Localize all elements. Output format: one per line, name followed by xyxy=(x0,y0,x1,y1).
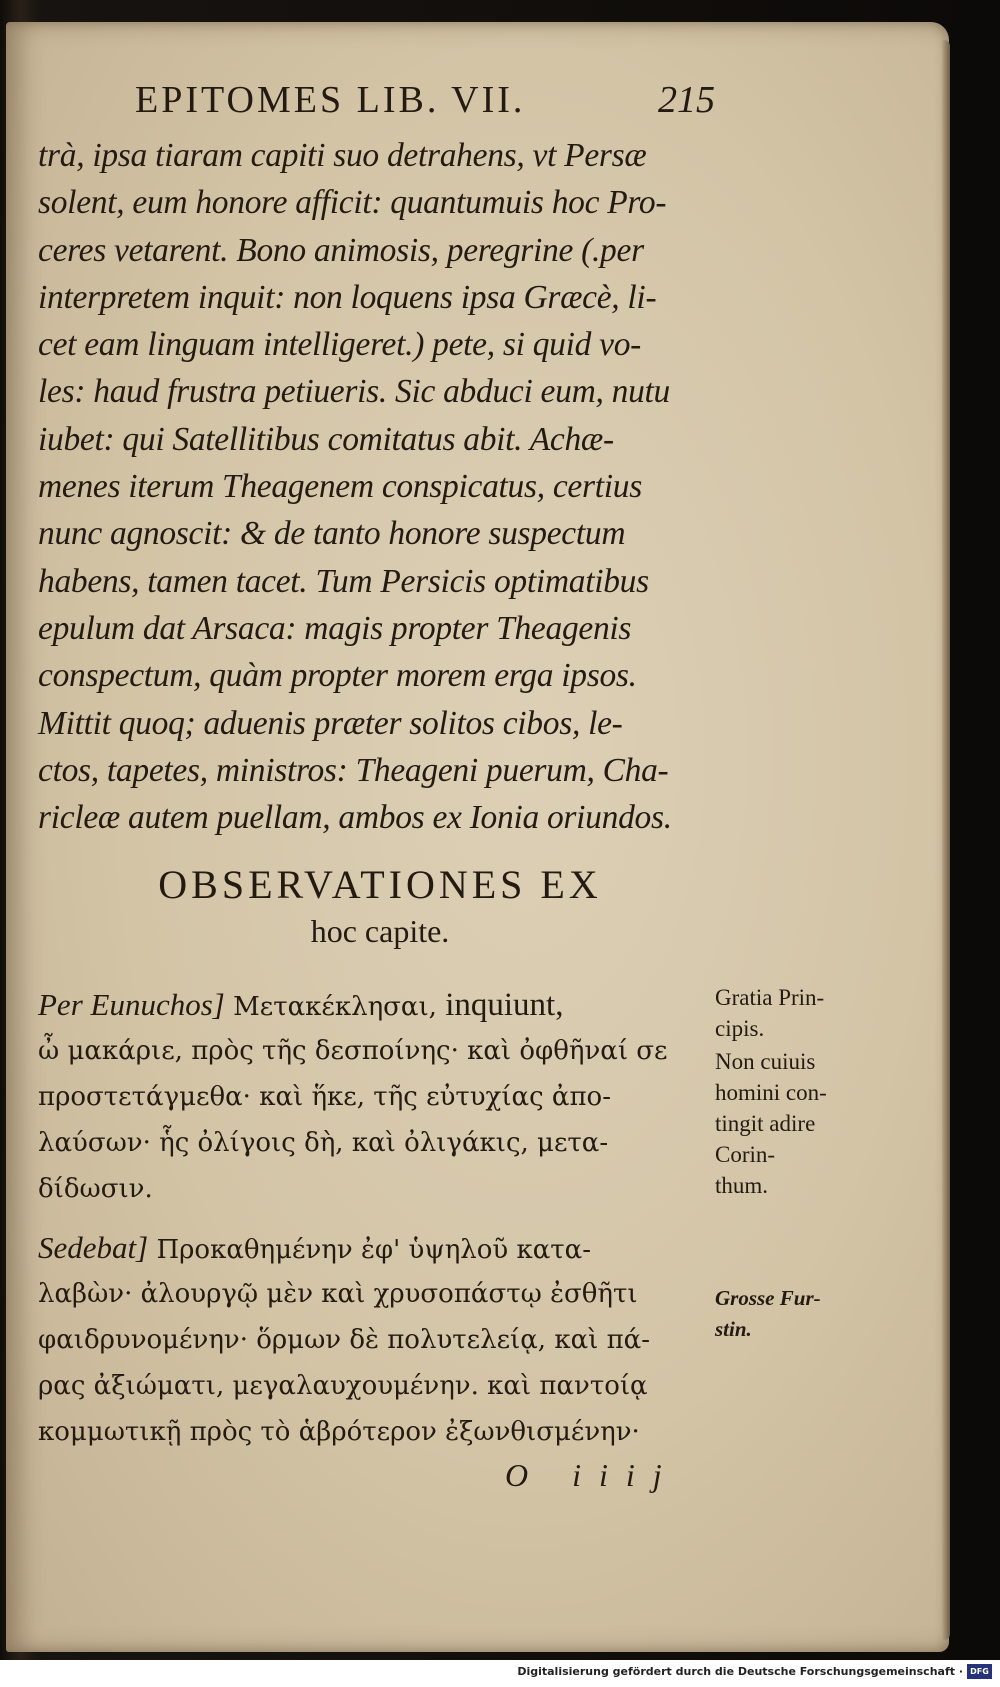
margin-note-line: homini con- xyxy=(715,1080,827,1105)
greek-line: φαιδρυνομένην· ὅρμων δὲ πολυτελείᾳ, καὶ πά- xyxy=(38,1325,651,1355)
text-line: conspectum, quàm propter morem erga ipsos. xyxy=(38,657,637,695)
section-heading-line2: hoc capite. xyxy=(310,913,450,949)
section-heading xyxy=(40,860,720,952)
text-line: les: haud frustra petiueris. Sic abduci eum, nutu xyxy=(38,373,670,411)
greek-text: Προκαθημένην ἐφ' ὑψηλοῦ κατα- xyxy=(156,1235,592,1265)
greek-line: κομμωτικῇ πρὸς τὸ ἁβρότερον ἐξωνθισμένην· xyxy=(38,1417,640,1447)
text-line: epulum dat Arsaca: magis propter Theagenis xyxy=(38,609,632,647)
margin-note-corinthum xyxy=(715,1046,865,1201)
greek-text: Μετακέκλησαι, xyxy=(233,992,437,1022)
margin-note-line: Corin- xyxy=(715,1142,776,1167)
signature-mark: O iiij xyxy=(505,1457,680,1493)
note-lemma: Per Eunuchos] xyxy=(38,987,225,1022)
footer-bar xyxy=(0,1660,1000,1687)
margin-note-line: Grosse Fur- xyxy=(715,1286,821,1310)
text-line: cet eam linguam intelligeret.) pete, si quid vo- xyxy=(38,326,642,364)
text-line: habens, tamen tacet. Tum Persicis optimatibus xyxy=(38,562,649,600)
margin-note-grosse-furstin xyxy=(715,1283,865,1345)
text-line: menes iterum Theagenem conspicatus, certius xyxy=(38,468,642,506)
margin-note-line: cipis. xyxy=(715,1016,765,1041)
page-number: 215 xyxy=(658,79,715,121)
text-line: iubet: qui Satellitibus comitatus abit. Achæ- xyxy=(38,420,614,458)
latin-text: inquiunt, xyxy=(445,987,564,1023)
margin-note-line: Gratia Prin- xyxy=(715,985,825,1010)
text-line: ceres vetarent. Bono animosis, peregrine (.per xyxy=(38,231,644,269)
text-line: ctos, tapetes, ministros: Theageni puerum, Cha- xyxy=(38,751,669,789)
margin-note-line: stin. xyxy=(715,1317,752,1341)
text-line: solent, eum honore afficit: quantumuis hoc Pro- xyxy=(38,184,667,222)
text-line: trà, ipsa tiaram capiti suo detrahens, vt Persæ xyxy=(38,137,647,174)
text-line: Mittit quoq; aduenis præter solitos cibos, le- xyxy=(38,704,623,742)
main-text xyxy=(38,132,718,841)
margin-note-line: tingit adire xyxy=(715,1111,816,1136)
greek-line: προστετάγμεθα· καὶ ἥκε, τῆς εὐτυχίας ἀπο- xyxy=(38,1082,611,1112)
greek-line: ρας ἀξιώματι, μεγαλαυχουμένην. καὶ παντοίᾳ xyxy=(38,1371,648,1401)
text-line: nunc agnoscit: & de tanto honore suspectum xyxy=(38,515,626,553)
observation-note-sedebat xyxy=(38,1225,728,1455)
note-first-line xyxy=(38,982,728,1028)
greek-line: ὦ μακάριε, πρὸς τῆς δεσποίνης· καὶ ὀφθῆναί σε xyxy=(38,1036,668,1066)
margin-note-gratia xyxy=(715,982,865,1044)
page-edge xyxy=(942,40,950,1640)
page-header xyxy=(135,78,715,128)
note-first-line xyxy=(38,1225,728,1271)
observation-note-eunuchos xyxy=(38,982,728,1212)
text-line: ricleæ autem puellam, ambos ex Ionia oriundos. xyxy=(38,799,672,837)
greek-line: λαύσων· ἧς ὀλίγοις δὴ, καὶ ὀλιγάκις, μετα- xyxy=(38,1128,609,1158)
dfg-logo: DFG xyxy=(967,1664,992,1679)
note-lemma: Sedebat] xyxy=(38,1230,149,1265)
greek-line: δίδωσιν. xyxy=(38,1174,153,1204)
section-heading-line1: OBSERVATIONES EX xyxy=(158,862,602,907)
greek-line: λαβὼν· ἀλουργῷ μὲν καὶ χρυσοπάστῳ ἐσθῆτι xyxy=(38,1279,638,1309)
funding-credit: Digitalisierung gefördert durch die Deutsche Forschungsgemeinschaft · xyxy=(517,1665,963,1678)
margin-note-line: thum. xyxy=(715,1173,769,1198)
margin-note-line: Non cuiuis xyxy=(715,1049,816,1074)
running-title: EPITOMES LIB. VII. xyxy=(135,79,526,121)
text-line: interpretem inquit: non loquens ipsa Græcè, li- xyxy=(38,278,657,316)
